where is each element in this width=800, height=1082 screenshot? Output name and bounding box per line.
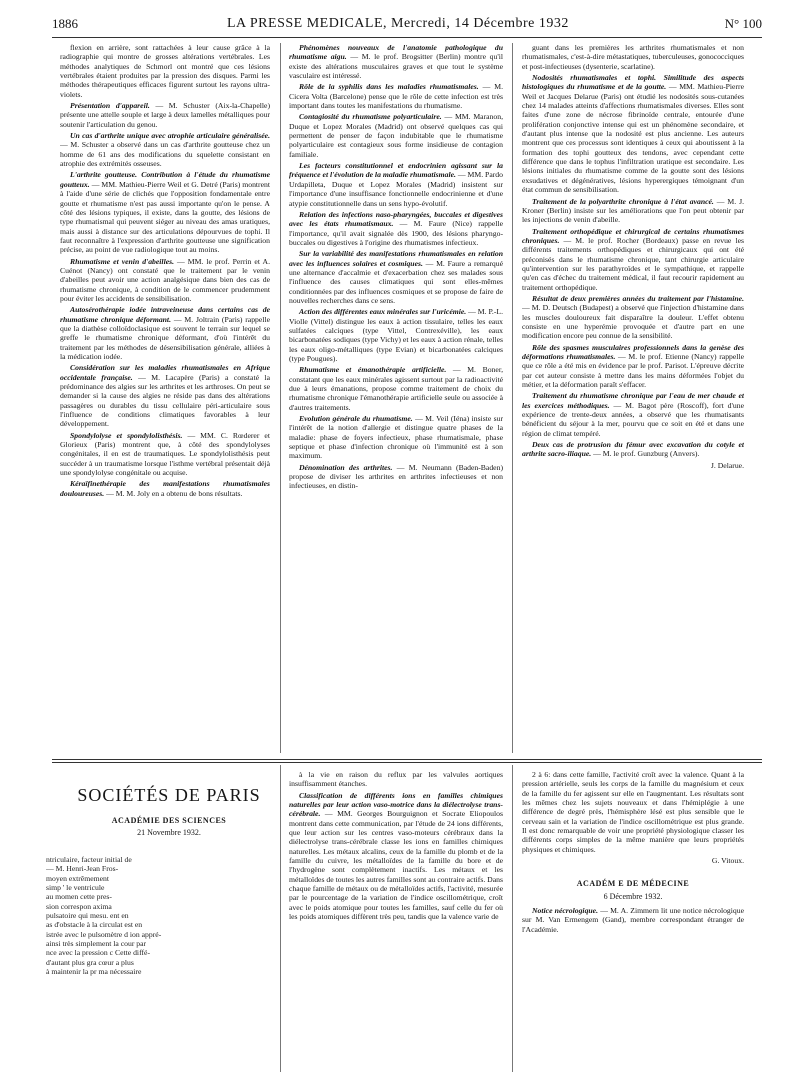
journal-title: LA PRESSE MEDICALE, Mercredi, 14 Décembre 1932 [227, 16, 569, 31]
article-title: Notice nécrologique. [532, 906, 599, 916]
article-title: Kéraïfinethérapie des manifestations rhumatismales douloureuses. [60, 479, 270, 498]
article-text: — M. Boner, constatant que les eaux minérales agissent surtout par la radioactivité due à leurs émanations, propose comme traitement de choix du rhumatisme chronique l'émanothérapie artificielle seule ou associée à d'autres traitements. [289, 365, 503, 412]
article-text: — M. Faure a remarqué une alternance d'accalmie et d'exacerbation chez ses malades sous l'influence des causes climatiques qui sont elles-mêmes conditionnées par des influences cosmiques et se propose de faire de nouvelles recherches dans ce sens. [289, 258, 503, 305]
article-title: Traitement de la polyarthrite chronique à l'état avancé. [532, 196, 714, 206]
article-paragraph [289, 463, 503, 491]
academy-sciences-date: 21 Novembre 1932. [137, 828, 201, 838]
article-paragraph [60, 363, 270, 428]
article-text: flexion en arrière, sont rattachées à leur cause grâce à la radiographie qui montre de grosses altérations vertébrales. Les méthodes analytiques de Schmorl ont montré que ces lésions vertébrales étaient produites par la pression des disques. Parmi les méthodes thérapeutiques efficaces figurent surtout les rayons ultra-violets. [60, 43, 270, 99]
article-text: — MM. le prof. Perrin et A. Cuénot (Nancy) ont constaté que le traitement par le venin d'abeilles peut avoir une action analgésique dans bien des cas de rhumatisme chronique, à condition de le commencer prudemment pour éviter les accidents de sensibilisation. [60, 256, 270, 303]
article-text: guant dans les premières les arthrites rhumatismales et non rhumatismales, c'est-à-dire métastatiques, tuberculeuses, gonococciques et post-infectieuses (dysenterie, scarlatine). [522, 43, 744, 71]
torn-paper-text [46, 855, 186, 976]
article-paragraph [289, 770, 503, 789]
article-title: Rôle des spasmes musculaires professionnels dans la genèse des déformations rhumatismales. [522, 342, 744, 361]
article-paragraph [60, 257, 270, 304]
article-text: à la vie en raison du reflux par les valvules aortiques insuffisamment étanches. [289, 770, 503, 789]
article-paragraph [522, 197, 744, 225]
article-text: — MM. Mathieu-Pierre Weil et Jacques Delarue (Paris) ont étudié les nodosités sous-cutanées chez 14 malades atteints d'affections rhumatismales diverses. Elles sont faites d'une zone de nécrose fibrinoïde centrale, entourée d'une prolifération conjonctive intense qui est un phénomène secondaire, et d'autant plus intense que la nodosité est plus ancienne. Les auteurs montrent que ces processus sont identiques à ceux qui aboutissent à la formation des tophi goutteux des tendons, avec cependant cette différence que dans le tophus l'infiltration uratique est secondaire. Les lésions initiales du rhumatisme comme de la goutte sont des lésions exsudatives et dégénératives, lésions hyperergiques témoignant d'un état commun de sensibilisation. [522, 82, 744, 195]
column-divider [280, 43, 281, 753]
page-number: 1886 [52, 16, 78, 31]
article-title: Sur la variabilité des manifestations rhumatismales en relation avec les influences solaires et cosmiques. [289, 249, 503, 268]
torn-line: nce avec la pression c Cette diffé- [46, 948, 151, 958]
article-paragraph [60, 479, 270, 498]
article-title: Résultat de deux premières années du traitement par l'histamine. [532, 293, 744, 303]
torn-line: à maintenir la pr ma nécessaire [46, 967, 142, 977]
article-text: — M. J. Kroner (Berlin) insiste sur les améliorations que l'on peut obtenir par les injections de venin d'abeille. [522, 196, 744, 225]
article-title: Traitement du rhumatisme chronique par l'eau de mer chaude et les exercices méthodiques. [522, 391, 744, 410]
article-title: Relation des infections naso-pharyngées, buccales et digestives avec les états rhumatismaux. [289, 209, 503, 229]
column-divider [280, 765, 281, 1072]
article-paragraph [60, 305, 270, 361]
article-paragraph [60, 170, 270, 254]
necrology-paragraph [522, 906, 744, 934]
article-paragraph [289, 82, 503, 110]
column-2 [289, 43, 503, 753]
article-title: Dénomination des arthrites. [299, 462, 393, 472]
page-header [52, 12, 762, 34]
article-paragraph [289, 161, 503, 208]
article-text: — M. Neumann (Baden-Baden) propose de diviser les arthrites en arthrites infectieuses et non infectieuses, en distin- [289, 462, 503, 491]
article-text: — M. M. Joly en a obtenu de bons résultats. [104, 488, 243, 498]
article-paragraph [522, 391, 744, 438]
article-paragraph [60, 101, 270, 129]
article-text: 2 à 6: dans cette famille, l'activité croît avec la valence. Quant à la pression artérielle, seuls les corps de la famille du magnésium et ceux de la famille du fer agissent sur elle en l'augmentant. Les résultats sont les mêmes chez les sujets nouveaux et dans l'hémiplégie à une différence de degré près, l'hémisphère lésé est plus sensible que le cerveau sain et la variation de l'indice oscillométrique est plus grande. Il est donc remarquable de voir une propriété physiologique classer les différents corps simples de la même manière que leurs propriétés physiques et chimiques. [522, 770, 744, 854]
column-divider [512, 765, 513, 1072]
article-paragraph [289, 414, 503, 461]
article-paragraph [289, 791, 503, 922]
article-text: — MM. Georges Bourguignon et Socrate Eliopoulos montrent dans cette communication, par l'étude de 24 ions différents, que leur action sur les centres vaso-moteurs cérébraux dans la diélectrolyse trans-cérébrale classe les ions en familles chimiques naturelles. Les métaux alcalins, ceux de la famille du plomb et de la famille du cuivre, les métalloïdes de la famille du bore et de l'hydrogène sont complètement inactifs. Les métaux et les métalloïdes de toutes les autres familles sont au contraire actifs. Dans chaque famille de métaux ou de métalloïdes actifs, l'activité, mesurée par le pourcentage de la variation de l'indice oscillométrique, croît avec le poids atomique pour toutes les familles, sauf celle du fer où les poids atomiques diffèrent très peu, tandis que la valence varie de [289, 809, 503, 922]
article-paragraph [522, 73, 744, 194]
article-title: Rhumatisme et venin d'abeilles. [70, 256, 175, 266]
column-divider [512, 43, 513, 753]
article-text: — M. le prof. Rocher (Bordeaux) passe en revue les différents traitements orthopédiques et chirurgicaux qui ont été préconisés dans le rhumatisme chronique, tant chirurgie articulaire qu'intervention sur les parathyroïdes et le sympathique, et rappelle qu'en cas d'échec du traitement médical, il faut recourir rapidement au traitement orthopédique. [522, 235, 744, 292]
article-text: — M. D. Deutsch (Budapest) a observé que l'injection d'histamine dans les muscles douloureux fait disparaître la douleur. L'effet obtenu consiste en une hyperémie provoquée et d'autre part en une modification encore peu connue de la sensibilité. [522, 303, 744, 341]
article-text: — M. Bagot père (Roscoff), fort d'une expérience de trente-deux années, a observé que les rhumatisants bénéficient du séjour à la mer, pourvu que ce soit en été et dans une région de climat tempéré. [522, 400, 744, 438]
article-title: Spondylolyse et spondylolisthésis. [70, 430, 183, 440]
article-text: — M. le prof. Brogsitter (Berlin) montre qu'il existe des altérations musculaires graves et que tout le système vasculaire est intéressé. [289, 52, 503, 81]
article-title: Evolution générale du rhumatisme. [299, 414, 413, 424]
torn-line: — M. Henri-Jean Fros- [46, 864, 119, 874]
article-paragraph [289, 112, 503, 159]
article-paragraph [60, 131, 270, 168]
article-title: Rhumatisme et émanothérapie artificielle. [299, 365, 447, 375]
article-title: Les facteurs constitutionnel et endocrinien agissant sur la fréquence et l'évolution de la maladie rhumatismale. [289, 161, 503, 180]
signature: G. Vitoux. [711, 856, 744, 866]
article-text: — M. Faure (Nice) rappelle l'importance, qu'il avait signalée dès 1900, des lésions pharyngo-buccales ou digestives à l'origine des rhumatismes infectieux. [289, 219, 503, 247]
article-title: Classification de différents ions en familles chimiques naturelles par leur action vaso-motrice dans la diélectrolyse trans-cérébrale. [289, 790, 503, 819]
signature: J. Delarue. [710, 460, 744, 470]
article-title: Autosérothérapie iodée intraveineuse dans certains cas de rhumatisme chronique déformant. [60, 305, 270, 324]
article-paragraph [60, 431, 270, 478]
article-title: Considération sur les maladies rhumatismales en Afrique occidentale française. [60, 363, 270, 382]
lower-column-3 [522, 770, 744, 1072]
column-3 [522, 43, 744, 753]
torn-line: moyen extrêmement [46, 873, 109, 883]
section-rule [52, 759, 762, 760]
article-title: Nodosités rhumatismales et tophi. Similitude des aspects histologiques du rhumatisme et de la goutte. [522, 73, 744, 92]
article-title: L'arthrite goutteuse. Contribution à l'étude du rhumatisme goutteux. [60, 170, 270, 189]
article-text: — M. le prof. Etienne (Nancy) rappelle que ce rôle a été mis en évidence par le prof. Parisot. L'épreuve décrite par cet auteur consiste à mettre dans les mains déformées l'objet du métier, et la déformation paraît s'effacer. [522, 352, 744, 390]
article-title: Présentation d'appareil. [70, 101, 150, 111]
article-paragraph [522, 440, 744, 459]
article-text: — M. A. Zimmern lit une notice nécrologique sur M. Van Ermengem (Gand), membre correspondant étranger de l'Académie. [522, 906, 744, 934]
torn-line: ainsi très simplement la cour par [46, 939, 147, 949]
academy-sciences-title: ACADÉMIE DES SCIENCES [111, 816, 227, 825]
article-paragraph [289, 43, 503, 80]
torn-line: istrée avec le pulsomètre d ion appré- [46, 929, 162, 939]
header-rule [52, 37, 762, 38]
article-text: — M. Lacapère (Paris) a constaté la prédominance des algies sur les arthrites et les arthroses. On peut se demander si la cause des algies ne réside pas dans des altérations passagères ou durables du tissu cellulaire péri-articulaire sous l'influence de conditions climatiques favorables à leur développement. [60, 372, 270, 429]
article-paragraph [522, 227, 744, 292]
torn-line: pulsatoire qui mesu. ent en [46, 911, 129, 921]
torn-line: sion correspon axima [46, 901, 112, 911]
article-paragraph [522, 294, 744, 341]
article-paragraph [289, 307, 503, 363]
article-text: — MM. Mathieu-Pierre Weil et G. Detré (Paris) montrent à l'aide d'une série de clichés que l'opposition fondamentale entre goutte et rhumatisme n'est pas aussi importante qu'on le pense. A côté des lésions typiques, il existe, dans la goutte, des lésions de type rhumatismal qui peuvent siéger au niveau des amas uratiques, mais aussi à distance sur des articulations dépourvues de tophi. Il faut reconnaître à l'expression d'arthrite goutteuse une signification précise, au point de vue radiologique tout au moins. [60, 179, 270, 255]
article-title: Action des différentes eaux minérales sur l'uricémie. [299, 307, 467, 317]
torn-line: ntriculaire, facteur initial de [46, 855, 132, 864]
article-text: — M. Cicera Volta (Barcelone) pense que le rôle de cette infection est très important dans toutes les manifestations du rhumatisme. [289, 82, 503, 111]
article-paragraph [60, 43, 270, 99]
torn-line: as d'obstacle à la circulat est en [46, 920, 143, 930]
article-text: — MM. Maranon, Duque et Lopez Morales (Madrid) ont observé quelques cas qui permettent de penser de façon indubitable que le rhumatisme polyarticulaire est contagieux sous forme insidieuse de contagion familiale. [289, 112, 503, 159]
article-text: — M. Joltrain (Paris) rappelle que la diathèse colloïdoclasique est souvent le terrain sur lequel se greffe le rhumatisme chronique déformant, d'où l'intérêt du traitement par les méthodes de désensibilisation générale, alliées à la médication iodée. [60, 314, 270, 361]
column-1 [60, 43, 270, 753]
article-paragraph [522, 43, 744, 71]
section-title: SOCIÉTÉS DE PARIS [77, 785, 261, 805]
issue-number: N° 100 [724, 16, 762, 31]
academy-medicine-title: ACADÉM E DE MÉDECINE [576, 879, 690, 889]
article-title: Contagiosité du rhumatisme polyarticulaire. [299, 112, 442, 122]
article-title: Deux cas de protrusion du fémur avec excavation du cotyle et arthrite sacro-iliaque. [522, 440, 744, 459]
article-text: — MM. Pardo Urdapilleta, Duque et Lopez Morales (Madrid) insistent sur l'importance d'une insuffisance fonctionnelle endocrinienne et d'une atypie constitutionnelle dans un sens hypo-évolutif. [289, 170, 503, 208]
article-title: Un cas d'arthrite unique avec atrophie articulaire généralisée. [70, 131, 270, 141]
article-text: — M. P.-L. Violle (Vittel) distingue les eaux à action tissulaire, telles les eaux sulfatées calciques (type Vittel, Contrexéville), les eaux bicarbonatées sodiques (type Vichy) et les eaux à action rénale, telles les eaux oligo-métalliques (type Evian) et bicarbonatées calciques (type Pougues). [289, 307, 503, 363]
torn-line: simp ' le ventricule [46, 883, 105, 893]
article-title: Rôle de la syphilis dans les maladies rhumatismales. [299, 82, 479, 92]
article-text: — MM. C. Rœderer et Glorieux (Paris) montrent que, à côté des spondylolyses congénitales, il en est de traumatiques. Le spondylolisthésis peut succéder à un traumatisme lorsque l'isthme vertébral présentait déjà une spondylolyse congénitale ou acquise. [60, 430, 270, 478]
lower-column-2 [289, 770, 503, 1072]
article-paragraph [289, 210, 503, 247]
article-text: — M. Schuster (Aix-la-Chapelle) présente une attelle souple et large à deux lamelles métalliques pour soutenir l'articulation du genou. [60, 101, 270, 129]
torn-line: au momen cette pres- [46, 892, 112, 902]
article-title: Phénomènes nouveaux de l'anatomie pathologique du rhumatisme aigu. [289, 43, 503, 62]
article-paragraph [289, 365, 503, 412]
torn-line: d'autant plus gra cœur a plus [46, 957, 134, 967]
article-text: — M. le prof. Gunzburg (Anvers). [591, 449, 700, 459]
article-text: — M. Schuster a observé dans un cas d'arthrite goutteuse chez un homme de 61 ans des modifications du squelette consistant en atrophie des extrémités osseuses. [60, 140, 270, 169]
article-paragraph [522, 343, 744, 390]
academy-medicine-date: 6 Décembre 1932. [603, 891, 663, 901]
section-rule-double [52, 762, 762, 763]
article-title: Traitement orthopédique et chirurgical de certains rhumatismes chroniques. [522, 226, 744, 245]
article-paragraph [289, 249, 503, 305]
article-text: — M. Veil (Iéna) insiste sur l'intérêt de la notion d'allergie et distingue quatre phases de la maladie: phase de foyers infectieux, phase rhumatismale, phase septique et phase d'infection chronique où l'immunité est à son maximum. [289, 414, 503, 461]
